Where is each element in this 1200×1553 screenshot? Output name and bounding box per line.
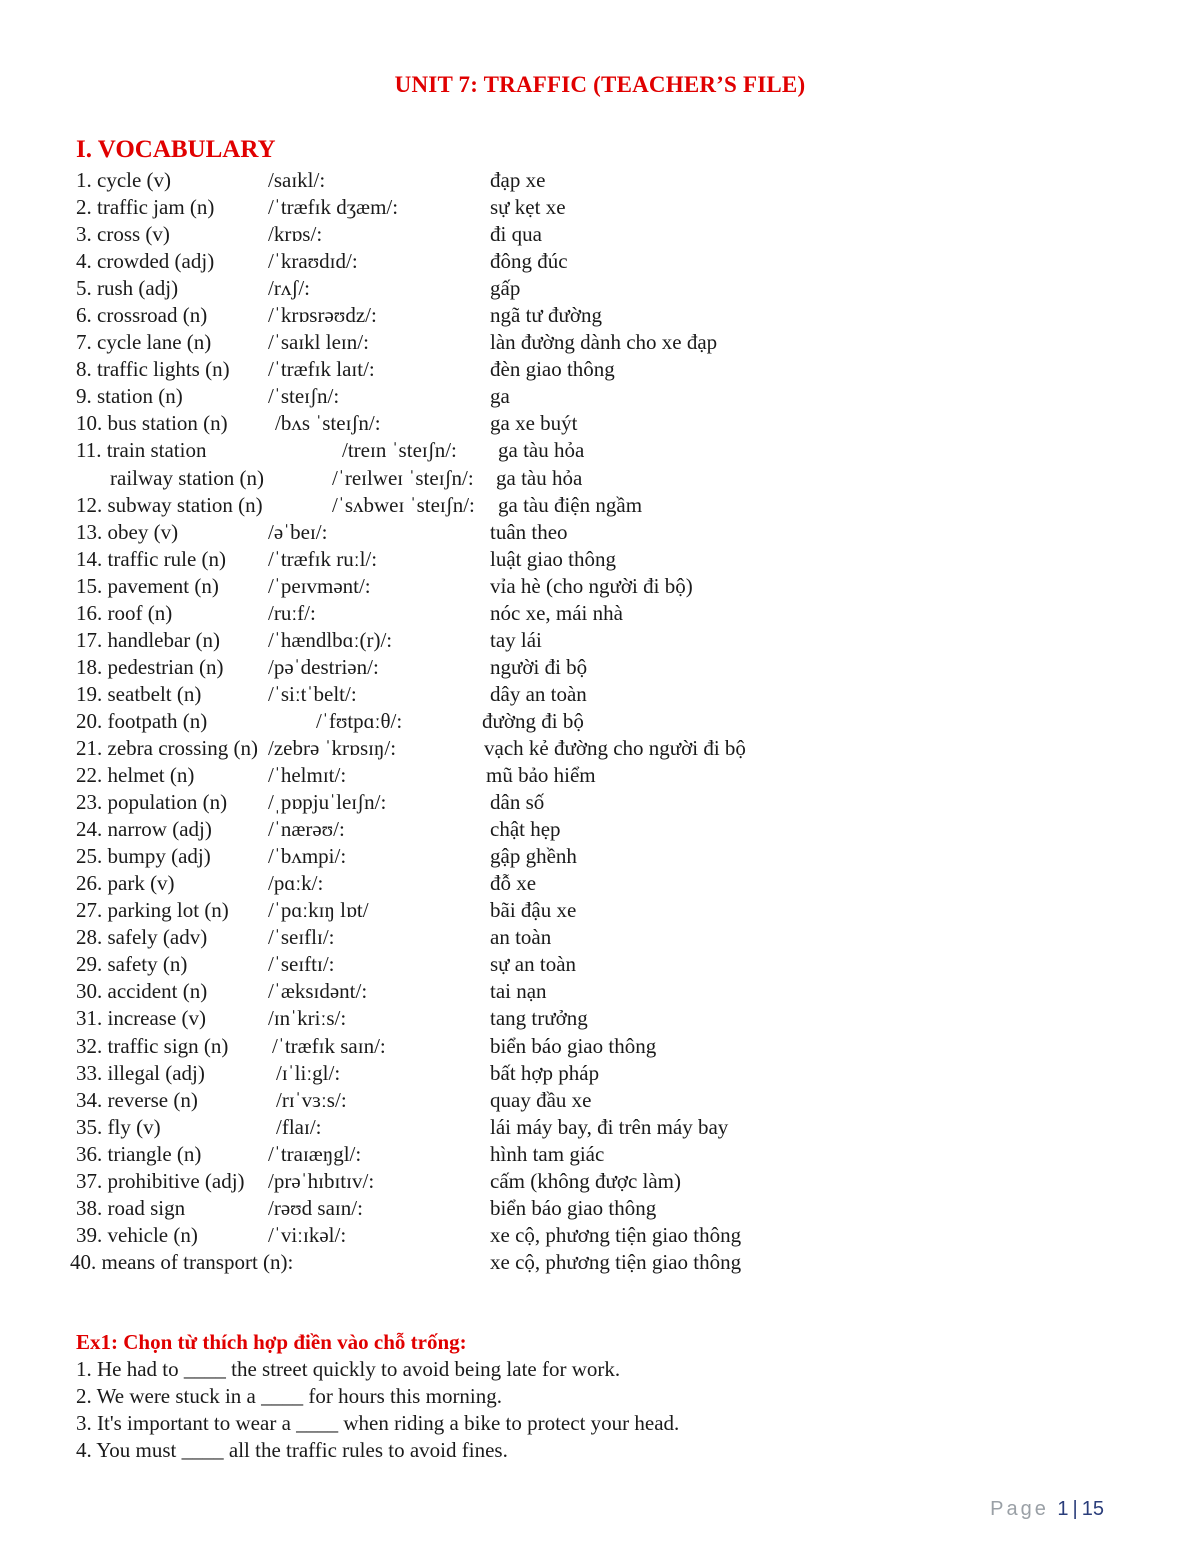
vocabulary-row [0,627,1200,654]
vocabulary-ipa: /ˈviːɪkəl/: [268,1222,347,1247]
vocabulary-meaning: xe cộ, phương tiện giao thông [490,1222,742,1247]
vocabulary-meaning: ga [490,384,510,409]
vocabulary-ipa: /pəˈdestriən/: [268,654,379,679]
vocabulary-row [0,221,1200,248]
page-label: Page [990,1498,1049,1520]
vocabulary-ipa: /əˈbeɪ/: [268,519,328,544]
vocabulary-term: 26. park (v) [76,871,175,896]
vocabulary-term: railway station (n) [110,465,264,490]
vocabulary-row [0,248,1200,275]
vocabulary-row [0,897,1200,924]
vocabulary-meaning: bất hợp pháp [490,1060,600,1085]
vocabulary-meaning: đông đúc [490,249,568,274]
vocabulary-ipa: /ˈsaɪkl leɪn/: [268,330,369,355]
vocabulary-meaning: luật giao thông [490,546,616,571]
vocabulary-ipa: /ˈreɪlweɪ ˈsteɪʃn/: [332,465,474,490]
vocabulary-ipa: /zebrə ˈkrɒsɪŋ/: [268,735,397,760]
vocabulary-term: 25. bumpy (adj) [76,844,211,869]
vocabulary-term: 19. seatbelt (n) [76,681,202,706]
exercise-question: 4. You must ____ all the traffic rules to avoid fines. [76,1438,508,1462]
vocabulary-meaning: dân số [490,790,545,815]
vocabulary-ipa: /ˈhændlbɑː(r)/: [268,627,393,652]
vocabulary-meaning: tai nạn [490,979,547,1004]
vocabulary-ipa: /ˈtraɪæŋgl/: [268,1141,362,1166]
vocabulary-ipa: /ˈseɪflɪ/: [268,925,335,950]
vocabulary-row [0,329,1200,356]
page-separator: | [1072,1498,1078,1520]
vocabulary-meaning: xe cộ, phương tiện giao thông [490,1249,742,1274]
vocabulary-meaning: mũ bảo hiểm [486,763,596,788]
vocabulary-row [0,356,1200,383]
vocabulary-meaning: bãi đậu xe [490,898,577,923]
vocabulary-ipa: /ˈtræfɪk saɪn/: [272,1033,386,1058]
vocabulary-term: 3. cross (v) [76,222,170,247]
vocabulary-term: 32. traffic sign (n) [76,1033,229,1058]
vocabulary-term: 24. narrow (adj) [76,817,212,842]
vocabulary-ipa: /krɒs/: [268,222,323,247]
vocabulary-term: 4. crowded (adj) [76,249,215,274]
vocabulary-term: 6. crossroad (n) [76,303,208,328]
vocabulary-term: 28. safely (adv) [76,925,208,950]
vocabulary-meaning: đạp xe [490,168,546,192]
vocabulary-meaning: sự an toàn [490,952,577,977]
vocabulary-term: 2. traffic jam (n) [76,195,215,220]
vocabulary-term: 34. reverse (n) [76,1087,198,1112]
vocabulary-meaning: vạch kẻ đường cho người đi bộ [484,735,746,760]
vocabulary-term: 21. zebra crossing (n) [76,735,258,760]
page-footer [990,1498,1104,1521]
vocabulary-meaning: người đi bộ [490,654,588,679]
vocabulary-term: 38. road sign [76,1195,186,1220]
vocabulary-meaning: tuân theo [490,519,568,544]
exercise-title: Ex1: Chọn từ thích hợp điền vào chỗ trống: [76,1330,467,1354]
vocabulary-ipa: /ˈkraʊdɪd/: [268,249,358,274]
vocabulary-row [0,1033,1200,1060]
vocabulary-meaning: đi qua [490,222,542,247]
vocabulary-meaning: lái máy bay, đi trên máy bay [490,1114,729,1139]
vocabulary-ipa: /rəʊd saɪn/: [268,1195,363,1220]
vocabulary-meaning: quay đầu xe [490,1087,592,1112]
vocabulary-term: 7. cycle lane (n) [76,330,212,355]
vocabulary-ipa: /ˌpɒpjuˈleɪʃn/: [268,790,387,815]
document-title: UNIT 7: TRAFFIC (TEACHER’S FILE) [394,72,806,97]
vocabulary-ipa: /ˈsteɪʃn/: [268,384,340,409]
page-total: 15 [1081,1498,1104,1520]
page-number: 1 [1057,1498,1069,1520]
vocabulary-term: 20. footpath (n) [76,708,208,733]
vocabulary-meaning: đỗ xe [490,871,537,896]
vocabulary-meaning: tay lái [490,627,542,652]
vocabulary-list [0,167,1200,1276]
vocabulary-ipa: /ruːf/: [268,600,316,625]
vocabulary-term: 36. triangle (n) [76,1141,202,1166]
vocabulary-row [0,654,1200,681]
vocabulary-ipa: /flaɪ/: [276,1114,322,1139]
vocabulary-term: 8. traffic lights (n) [76,357,230,382]
vocabulary-ipa: /ˈtræfɪk dʒæm/: [268,195,399,220]
vocabulary-heading: I. VOCABULARY [76,136,276,163]
vocabulary-term: 30. accident (n) [76,979,208,1004]
vocabulary-row [0,1249,1200,1276]
vocabulary-term: 33. illegal (adj) [76,1060,205,1085]
vocabulary-ipa: /pɑːk/: [268,871,324,896]
vocabulary-ipa: /rɪˈvɜːs/: [276,1087,347,1112]
vocabulary-ipa: /ˈtræfɪk laɪt/: [268,357,375,382]
vocabulary-meaning: sự kẹt xe [490,195,566,220]
vocabulary-ipa: /ˈpɑːkɪŋ lɒt/ [268,898,369,923]
vocabulary-row [0,1060,1200,1087]
vocabulary-meaning: hình tam giác [490,1141,605,1166]
vocabulary-ipa: /prəˈhɪbɪtɪv/: [268,1168,375,1193]
exercise-question: 1. He had to ____ the street quickly to avoid being late for work. [76,1357,621,1381]
vocabulary-term: 35. fly (v) [76,1114,161,1139]
vocabulary-term: 40. means of transport (n): [70,1249,294,1274]
vocabulary-meaning: ga xe buýt [490,411,578,436]
vocabulary-row [0,1087,1200,1114]
vocabulary-meaning: gấp [490,276,521,301]
vocabulary-ipa: /ˈnærəʊ/: [268,817,345,842]
vocabulary-row [0,1141,1200,1168]
vocabulary-meaning: đèn giao thông [490,357,615,382]
vocabulary-row [0,843,1200,870]
vocabulary-term: 5. rush (adj) [76,276,179,301]
vocabulary-ipa: /ˈfʊtpɑːθ/: [316,708,403,733]
vocabulary-term: 15. pavement (n) [76,573,219,598]
vocabulary-meaning: dây an toàn [490,681,587,706]
vocabulary-ipa: /ˈhelmɪt/: [268,763,347,788]
vocabulary-meaning: ngã tư đường [490,303,603,328]
vocabulary-term: 12. subway station (n) [76,492,263,517]
vocabulary-term: 10. bus station (n) [76,411,228,436]
vocabulary-term: 22. helmet (n) [76,763,195,788]
vocabulary-row [0,816,1200,843]
vocabulary-row [0,1168,1200,1195]
vocabulary-meaning: vỉa hè (cho người đi bộ) [490,573,693,598]
vocabulary-meaning: ga tàu hỏa [496,465,583,490]
vocabulary-meaning: đường đi bộ [482,708,584,733]
vocabulary-term: 9. station (n) [76,384,183,409]
vocabulary-row [0,600,1200,627]
vocabulary-row [0,762,1200,789]
vocabulary-row [0,1114,1200,1141]
vocabulary-meaning: gập ghềnh [490,844,577,869]
vocabulary-term: 13. obey (v) [76,519,179,544]
vocabulary-row [0,573,1200,600]
vocabulary-ipa: /ˈbʌmpi/: [268,844,347,869]
vocabulary-term: 39. vehicle (n) [76,1222,198,1247]
vocabulary-ipa: /ˈkrɒsrəʊdz/: [268,303,377,328]
vocabulary-meaning: nóc xe, mái nhà [490,600,623,625]
vocabulary-meaning: ga tàu điện ngầm [498,492,643,517]
vocabulary-ipa: /ˈæksɪdənt/: [268,979,368,1004]
vocabulary-meaning: làn đường dành cho xe đạp [490,330,718,355]
vocabulary-row [0,275,1200,302]
vocabulary-row [0,735,1200,762]
vocabulary-ipa: /ˈtræfɪk ruːl/: [268,546,378,571]
vocabulary-row [0,302,1200,329]
vocabulary-row [0,465,1200,492]
vocabulary-ipa: /ɪˈliːgl/: [276,1060,341,1085]
vocabulary-row [0,708,1200,735]
vocabulary-ipa: /ˈseɪftɪ/: [268,952,335,977]
exercise-question: 2. We were stuck in a ____ for hours this morning. [76,1384,503,1408]
vocabulary-ipa: /ˈpeɪvmənt/: [268,573,371,598]
vocabulary-term: 29. safety (n) [76,952,188,977]
vocabulary-term: 14. traffic rule (n) [76,546,227,571]
vocabulary-row [0,1222,1200,1249]
vocabulary-meaning: biển báo giao thông [490,1033,657,1058]
vocabulary-row [0,546,1200,573]
vocabulary-meaning: an toàn [490,925,552,950]
vocabulary-row [0,437,1200,464]
vocabulary-row [0,167,1200,194]
vocabulary-meaning: ga tàu hỏa [498,438,585,463]
vocabulary-term: 37. prohibitive (adj) [76,1168,245,1193]
vocabulary-ipa: /treɪn ˈsteɪʃn/: [342,438,457,463]
vocabulary-row [0,1195,1200,1222]
vocabulary-term: 11. train station [76,438,207,463]
vocabulary-term: 27. parking lot (n) [76,898,229,923]
exercise-question-list [76,1356,679,1464]
vocabulary-row [0,410,1200,437]
vocabulary-row [0,951,1200,978]
vocabulary-ipa: /saɪkl/: [268,168,326,192]
vocabulary-row [0,194,1200,221]
vocabulary-row [0,870,1200,897]
vocabulary-meaning: cấm (không được làm) [490,1168,682,1193]
vocabulary-meaning: biển báo giao thông [490,1195,657,1220]
vocabulary-ipa: /ˈsiːtˈbelt/: [268,681,357,706]
vocabulary-term: 1. cycle (v) [76,168,172,192]
vocabulary-row [0,1005,1200,1032]
exercise-question: 3. It's important to wear a ____ when riding a bike to protect your head. [76,1411,680,1435]
vocabulary-ipa: /ˈsʌbweɪ ˈsteɪʃn/: [332,492,475,517]
vocabulary-term: 18. pedestrian (n) [76,654,224,679]
vocabulary-row [0,978,1200,1005]
vocabulary-meaning: chật hẹp [490,817,561,842]
vocabulary-term: 16. roof (n) [76,600,173,625]
vocabulary-row [0,383,1200,410]
vocabulary-ipa: /rʌʃ/: [268,276,310,301]
vocabulary-term: 17. handlebar (n) [76,627,221,652]
vocabulary-row [0,681,1200,708]
vocabulary-term: 23. population (n) [76,790,228,815]
vocabulary-row [0,492,1200,519]
vocabulary-ipa: /ɪnˈkriːs/: [268,1006,347,1031]
vocabulary-row [0,519,1200,546]
vocabulary-term: 31. increase (v) [76,1006,207,1031]
vocabulary-row [0,789,1200,816]
vocabulary-meaning: tang trưởng [490,1006,588,1031]
vocabulary-ipa: /bʌs ˈsteɪʃn/: [275,411,381,436]
vocabulary-row [0,924,1200,951]
